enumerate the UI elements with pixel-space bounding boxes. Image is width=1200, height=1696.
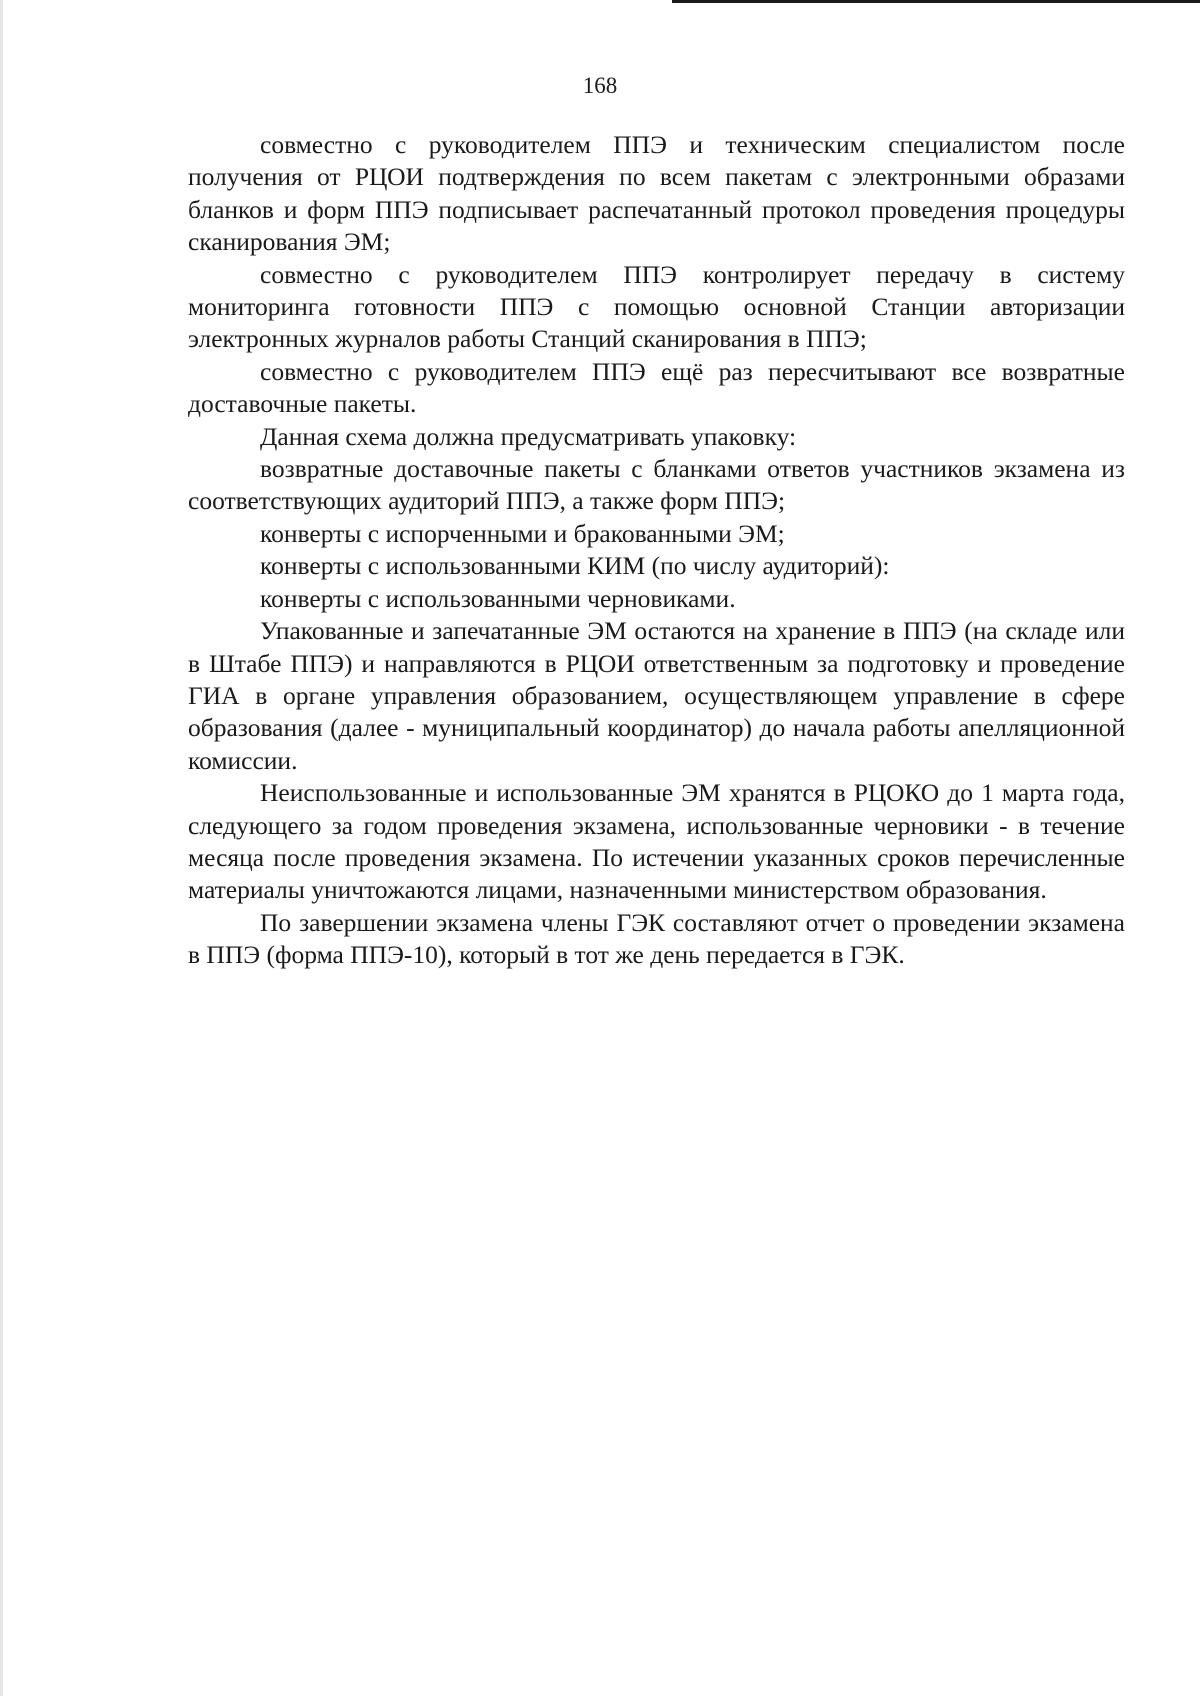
paragraph-scan-protocol: совместно с руководителем ППЭ и техническим специалистом после получения от РЦОИ подтверждения по всем пакетам с электронными образами бланков и форм ППЭ подписывает распечатанный протокол проведения процедуры сканирования ЭМ;	[188, 130, 1125, 257]
list-item-used-drafts: конверты с использованными черновиками.	[260, 583, 736, 613]
scan-top-border	[672, 0, 1200, 3]
paragraph-packing-scheme: Данная схема должна предусматривать упаковку:	[260, 421, 797, 451]
list-item-used-kim: конверты с использованными КИМ (по числу аудиторий):	[260, 551, 890, 581]
list-item-damaged-em: конверты с испорченными и бракованными ЭМ;	[260, 518, 785, 548]
list-item-return-packets: возвратные доставочные пакеты с бланками ответов участников экзамена из соответствующих аудиторий ППЭ, а также форм ППЭ;	[188, 454, 1125, 516]
scan-edge	[0, 0, 3, 1696]
page-number: 168	[582, 73, 618, 98]
document-body	[188, 129, 1125, 972]
paragraph-storage: Упакованные и запечатанные ЭМ остаются на хранение в ППЭ (на складе или в Штабе ППЭ) и направляются в РЦОИ ответственным за подготовку и проведение ГИА в органе управления образованием, осуществляющем управление в сфере образования (далее - муниципальный координатор) до начала работы апелляционной комиссии.	[188, 616, 1125, 775]
paragraph-retention: Неиспользованные и использованные ЭМ хранятся в РЦОКО до 1 марта года, следующего за годом проведения экзамена, использованные черновики - в течение месяца после проведения экзамена. По истечении указанных сроков перечисленные материалы уничтожаются лицами, назначенными министерством образования.	[188, 778, 1125, 905]
paragraph-exam-report: По завершении экзамена члены ГЭК составляют отчет о проведении экзамена в ППЭ (форма ППЭ-10), который в тот же день передается в ГЭК.	[188, 907, 1125, 970]
paragraph-monitoring-transfer: совместно с руководителем ППЭ контролирует передачу в систему мониторинга готовности ППЭ с помощью основной Станции авторизации электронных журналов работы Станций сканирования в ППЭ;	[188, 259, 1125, 354]
paragraph-recount-packets: совместно с руководителем ППЭ ещё раз пересчитывают все возвратные доставочные пакеты.	[188, 356, 1125, 419]
